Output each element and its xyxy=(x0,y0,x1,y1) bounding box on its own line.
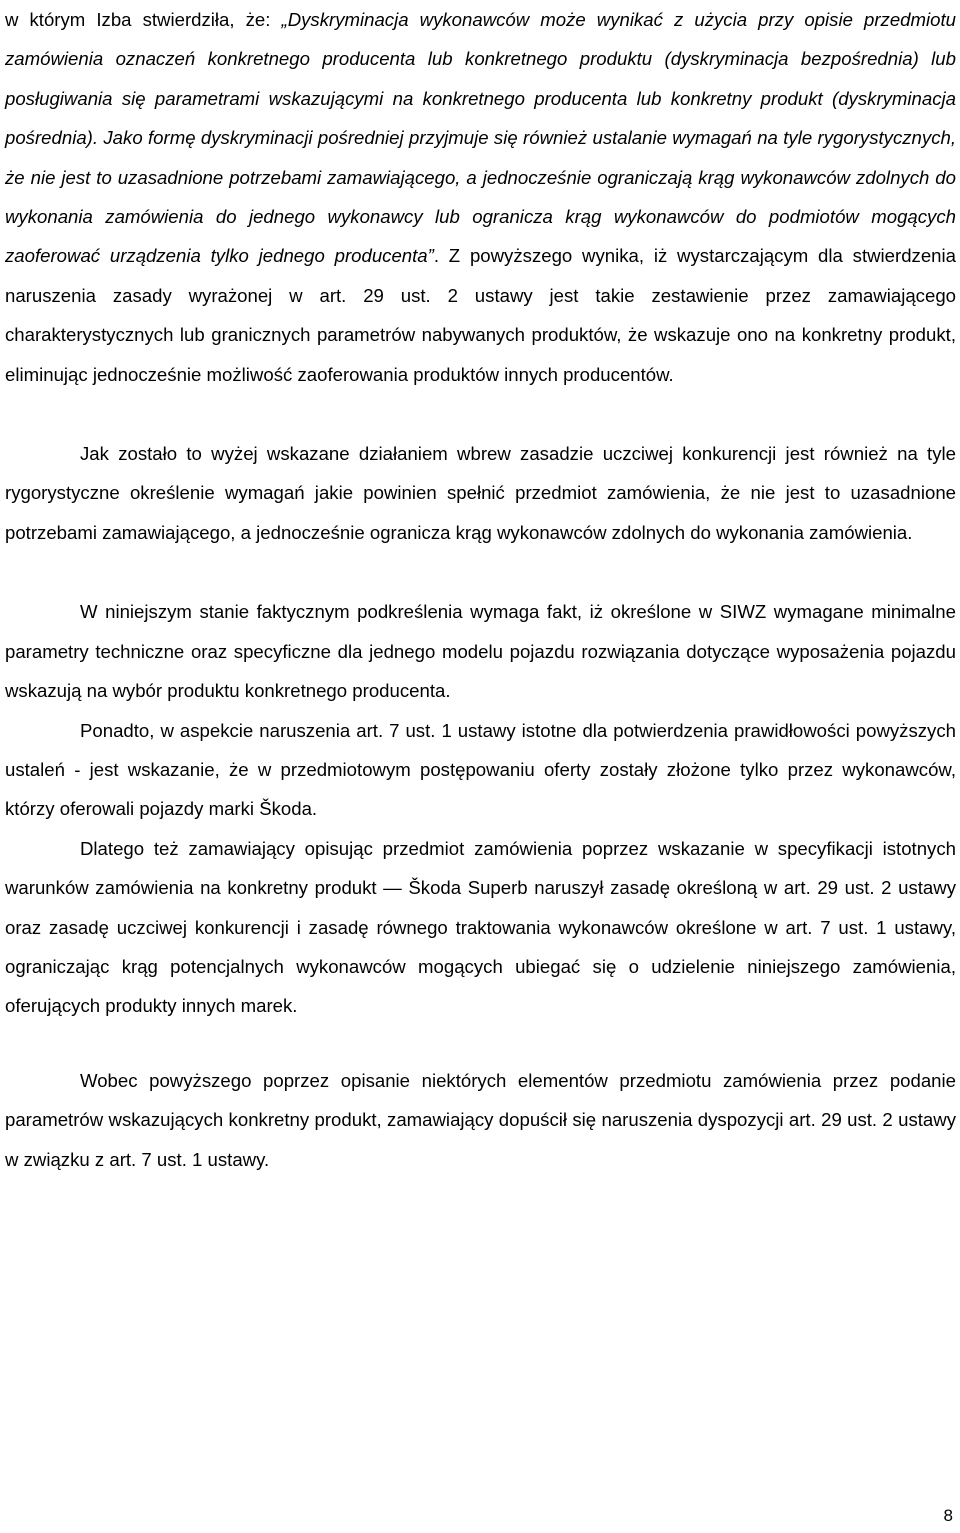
text-run: w którym Izba stwierdziła, że: xyxy=(5,9,282,30)
paragraph-spacer xyxy=(5,552,956,592)
page-number: 8 xyxy=(943,1506,953,1525)
paragraph-izba-quote xyxy=(5,0,956,394)
paragraph-spacer xyxy=(5,394,956,434)
paragraph-conclusion xyxy=(5,1061,956,1179)
text-run: Jak zostało to wyżej wskazane działaniem wbrew zasadzie uczciwej konkurencji jest również na tyle rygorystyczne określenie wymagań jakie powinien spełnić przedmiot zamówienia, że nie jest to uzasadnione potrzebami zamawiającego, a jednocześnie ogranicza krąg wykonawców zdolnych do wykonania zamówienia. xyxy=(5,443,956,543)
text-run: . Z powyższego wynika, iż wystarczającym dla stwierdzenia naruszenia zasady wyrażonej w art. 29 ust. 2 ustawy jest takie zestawienie przez zamawiającego charakterystycznych lub granicznych parametrów nabywanych produktów, że wskazuje ono na konkretny produkt, eliminując jednocześnie możliwość zaoferowania produktów innych producentów. xyxy=(5,245,956,385)
text-run: Ponadto, w aspekcie naruszenia art. 7 ust. 1 ustawy istotne dla potwierdzenia prawidłowości powyższych ustaleń - jest wskazanie, że w przedmiotowym postępowaniu oferty zostały złożone tylko przez wykonawców, którzy oferowali pojazdy marki Škoda. xyxy=(5,719,956,820)
quoted-text-run: „Dyskryminacja wykonawców może wynikać z użycia przy opisie przedmiotu zamówienia oznaczeń konkretnego producenta lub konkretnego produktu (dyskryminacja bezpośrednia) lub posługiwania się parametrami wskazującymi na konkretnego producenta lub konkretny produkt (dyskryminacja pośrednia). Jako formę dyskryminacji pośredniej przyjmuje się również ustalanie wymagań na tyle rygorystycznych, że nie jest to uzasadnione potrzebami zamawiającego, a jednocześnie ograniczają krąg wykonawców zdolnych do wykonania zamówienia do jednego wykonawcy lub ogranicza krąg wykonawców do podmiotów mogących zaoferować urządzenia tylko jednego producenta” xyxy=(5,9,956,267)
document-page xyxy=(5,0,956,1179)
paragraph-uczciwa-konkurencja xyxy=(5,434,956,552)
text-run: W niniejszym stanie faktycznym podkreślenia wymaga fakt, iż określone w SIWZ wymagane minimalne parametry techniczne oraz specyficzne dla jednego modelu pojazdu rozwiązania dotyczące wyposażenia pojazdu wskazują na wybór produktu konkretnego producenta. xyxy=(5,601,956,702)
paragraph-spacer xyxy=(5,1026,956,1061)
paragraph-stan-faktyczny xyxy=(5,592,956,710)
text-run: Dlatego też zamawiający opisując przedmiot zamówienia poprzez wskazanie w specyfikacji istotnych warunków zamówienia na konkretny produkt — Škoda Superb naruszył zasadę określoną w art. 29 ust. 2 ustawy oraz zasadę uczciwej konkurencji i zasadę równego traktowania wykonawców określone w art. 7 ust. 1 ustawy, ograniczając krąg potencjalnych wykonawców mogących ubiegać się o udzielenie niniejszego zamówienia, oferujących produkty innych marek. xyxy=(5,837,956,1017)
paragraph-skoda-superb xyxy=(5,829,956,1026)
text-run: Wobec powyższego poprzez opisanie niektórych elementów przedmiotu zamówienia przez podanie parametrów wskazujących konkretny produkt, zamawiający dopuścił się naruszenia dyspozycji art. 29 ust. 2 ustawy w związku z art. 7 ust. 1 ustawy. xyxy=(5,1069,956,1170)
paragraph-art-7 xyxy=(5,711,956,829)
